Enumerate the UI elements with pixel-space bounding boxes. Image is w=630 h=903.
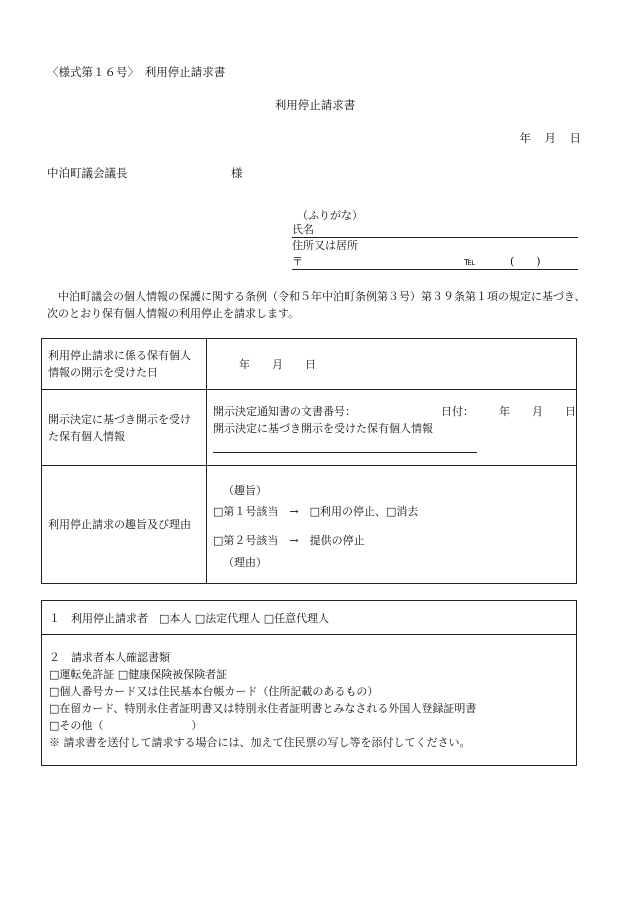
form-number: 〈様式第１６号〉 利用停止請求書	[47, 65, 226, 79]
disclosed-info-line	[213, 452, 477, 453]
purpose-label: （趣旨）	[223, 484, 267, 497]
row1-label: 利用停止請求に係る保有個人情報の開示を受けた日	[42, 339, 207, 390]
request-table	[41, 338, 577, 584]
intro-paragraph: 中泊町議会の個人情報の保護に関する条例（令和５年中泊町条例第３号）第３９条第１項の規定に基づき、次のとおり保有個人情報の利用停止を請求します。	[47, 290, 586, 320]
doc-option-4: □その他（ ）	[49, 719, 203, 732]
documents-row	[42, 635, 577, 766]
furigana-label: （ふりがな）	[297, 209, 363, 222]
row3-label: 利用停止請求の趣旨及び理由	[42, 466, 207, 584]
document-title: 利用停止請求書	[274, 98, 356, 112]
doc-option-3: □在留カード、特別永住者証明書又は特別永住者証明書とみなされる外国人登録証明書	[49, 702, 477, 715]
table-row-disclosure-date	[42, 339, 577, 390]
mailing-note: ※ 請求書を送付して請求する場合には、加えて住民票の写し等を添付してください。	[49, 736, 471, 749]
honorific: 様	[231, 166, 243, 180]
disclosed-info-label: 開示決定に基づき開示を受けた保有個人情報	[213, 422, 433, 435]
identity-confirmation-table	[41, 600, 577, 766]
doc-option-2: □個人番号カード又は住民基本台帳カード（住所記載のあるもの）	[49, 685, 379, 698]
submission-date: 年 月 日	[519, 131, 582, 145]
disclosure-date: 年 月 日	[239, 358, 316, 371]
table-row-disclosed-info	[42, 390, 577, 466]
requester-line: １ 利用停止請求者 □本人 □法定代理人 □任意代理人	[42, 601, 577, 635]
requester-row	[42, 601, 577, 635]
address-label: 住所又は居所	[292, 239, 358, 252]
name-field	[292, 222, 578, 238]
row1-content	[207, 339, 577, 390]
notice-number-label: 開示決定通知書の文書番号：	[213, 405, 356, 418]
row3-content	[207, 466, 577, 584]
purpose-item-1: □第１号該当 → □利用の停止、□消去	[213, 505, 419, 518]
addressee: 中泊町議会議長	[47, 166, 128, 180]
doc-option-1: □運転免許証 □健康保険被保険者証	[49, 668, 228, 681]
row2-label: 開示決定に基づき開示を受けた保有個人情報	[42, 390, 207, 466]
table-row-purpose-reason	[42, 466, 577, 584]
notice-date: 年 月 日	[499, 405, 576, 418]
documents-cell	[42, 635, 577, 766]
tel-paren: ( )	[510, 255, 541, 268]
reason-label: （理由）	[223, 556, 267, 569]
docs-title: ２ 請求者本人確認書類	[49, 651, 170, 664]
tel-label: ℡	[464, 255, 476, 268]
row2-content	[207, 390, 577, 466]
postal-tel-field	[292, 254, 578, 270]
notice-date-label: 日付：	[441, 405, 474, 418]
name-label: 氏名	[292, 223, 314, 236]
purpose-item-2: □第２号該当 → 提供の停止	[213, 534, 365, 547]
postal-mark: 〒	[292, 255, 303, 268]
address-field	[292, 238, 578, 253]
